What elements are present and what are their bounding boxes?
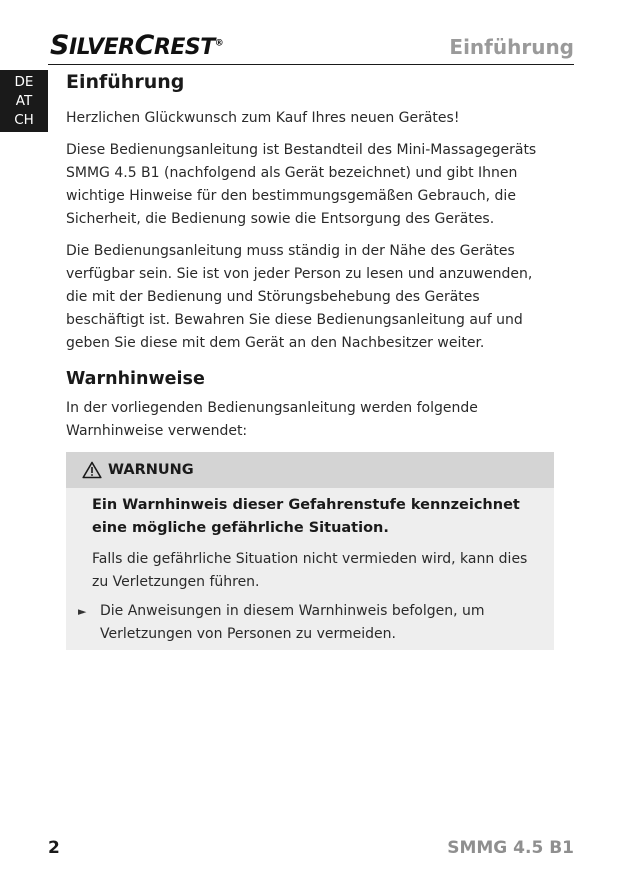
warnings-heading: Warnhinweise [66,369,205,389]
language-code: AT [15,93,33,109]
header-divider [48,64,574,65]
warnings-intro: In der vorliegenden Bedienungsanleitung werden folgende Warnhinweise verwendet: [66,400,478,439]
intro-paragraph: Die Bedienungsanleitung muss ständig in der Nähe des Gerätes verfügbar sein. Sie ist von jeder Person zu lesen und anzuwenden, die mit der Bedienung und Störungsbehebung des Gerätes beschäftigt ist. Bewahren Sie diese Bedienungsanleitung auf und geben Sie diese mit dem Gerät an den Nachbesitzer weiter. [66,243,533,351]
warning-triangle-icon [82,461,102,479]
warning-bold-text: Ein Warnhinweis dieser Gefahrenstufe kennzeichnet eine mögliche gefährliche Situation. [92,497,520,536]
section-title: Einführung [449,35,574,59]
intro-paragraph: Diese Bedienungsanleitung ist Bestandteil des Mini-Massagegeräts SMMG 4.5 B1 (nachfolgend als Gerät bezeichnet) und gibt Ihnen wichtige Hinweise für den bestimmungsgemäßen Gebrauch, die Sicherheit, die Bedienung sowie die Entsorgung des Gerätes. [66,142,537,227]
page-number: 2 [48,838,60,858]
warning-body [66,488,554,650]
warning-header [66,452,554,488]
arrow-right-icon: ► [78,605,87,618]
language-code: DE [14,74,34,90]
warning-label: WARNUNG [108,462,194,478]
warning-bullet [78,600,534,646]
intro-paragraph: Herzlichen Glückwunsch zum Kauf Ihres neuen Gerätes! [66,110,460,126]
brand-logo: SILVERCREST® [50,30,224,61]
language-tab [0,70,48,132]
warning-box [66,452,554,650]
page-content [66,71,556,650]
intro-heading: Einführung [66,71,185,93]
language-code: CH [14,112,34,128]
model-number: SMMG 4.5 B1 [447,838,574,858]
warning-text: Falls die gefährliche Situation nicht vermieden wird, kann dies zu Verletzungen führen. [92,551,528,590]
warning-bullet-text: Die Anweisungen in diesem Warnhinweis befolgen, um Verletzungen von Personen zu vermeiden. [100,603,485,642]
